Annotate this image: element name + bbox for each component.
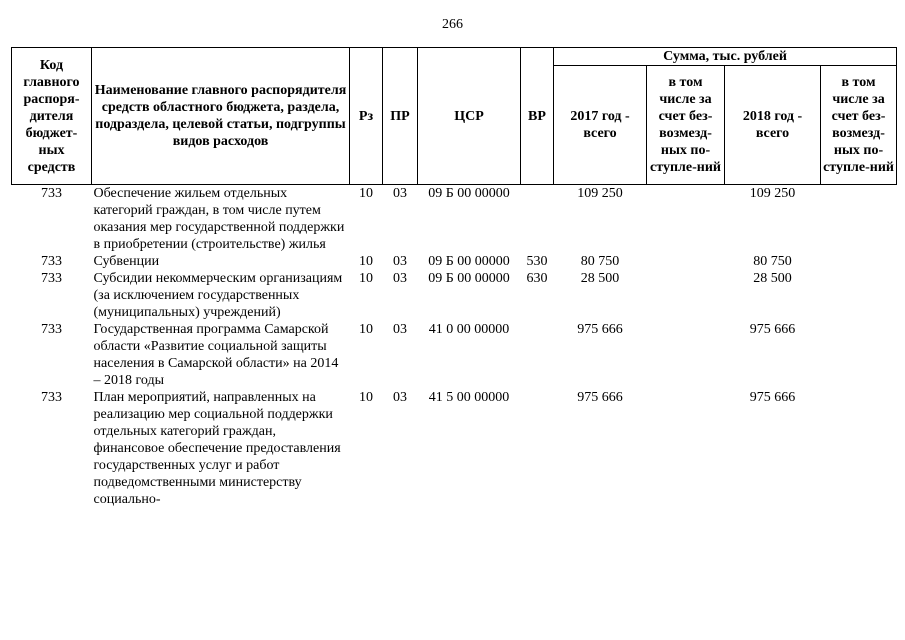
cell-name: Субвенции <box>93 254 160 269</box>
cell-csr: 09 Б 00 00000 <box>428 186 510 201</box>
cell-name: План мероприятий, направленных на реализацию мер социальной поддержки отдельных категорий граждан, финансовое обеспечение предоставления государственных услуг и работ подведомственными министерству социально- <box>93 390 341 507</box>
cell-pr: 03 <box>393 271 407 286</box>
cell-2018-total: 28 500 <box>753 271 792 286</box>
header-2018-free: в том числе за счет без-возмезд-ных по-ступле-ний <box>821 66 897 185</box>
cell-csr: 41 5 00 00000 <box>428 390 510 405</box>
cell-vr <box>521 321 554 389</box>
header-name: Наименование главного распорядителя средств областного бюджета, раздела, подраздела, целевой статьи, подгруппы видов расходов <box>92 48 350 185</box>
cell-code: 733 <box>41 322 62 337</box>
header-2017-free: в том числе за счет без-возмезд-ных по-ступле-ний <box>647 66 725 185</box>
page-number: 266 <box>442 17 463 32</box>
cell-2018-free <box>821 253 897 270</box>
cell-2017-total: 80 750 <box>580 254 620 269</box>
cell-code: 733 <box>41 254 62 269</box>
cell-2018-free <box>821 389 897 508</box>
cell-2018-total: 975 666 <box>749 322 796 337</box>
cell-vr <box>521 185 554 254</box>
cell-2018-free <box>821 185 897 254</box>
cell-csr: 41 0 00 00000 <box>428 322 510 337</box>
cell-2018-total: 975 666 <box>749 390 796 405</box>
table-row <box>12 389 897 508</box>
cell-2017-total: 975 666 <box>577 390 623 405</box>
cell-rz: 10 <box>359 254 373 269</box>
cell-2017-free <box>647 253 725 270</box>
cell-rz: 10 <box>359 271 373 286</box>
cell-2017-free <box>647 185 725 254</box>
cell-rz: 10 <box>359 186 373 201</box>
cell-vr <box>521 389 554 508</box>
table-row <box>12 185 897 254</box>
cell-pr: 03 <box>393 186 407 201</box>
cell-name: Субсидии некоммерческим организациям (за исключением государственных (муниципальных) учреждений) <box>93 271 343 320</box>
cell-code: 733 <box>41 390 62 405</box>
header-rz: Рз <box>350 48 383 185</box>
header-sum: Сумма, тыс. рублей <box>554 48 897 66</box>
cell-vr: 630 <box>526 271 548 286</box>
header-2018-total: 2018 год - всего <box>725 66 821 185</box>
cell-2018-total: 80 750 <box>753 254 792 269</box>
table-row <box>12 321 897 389</box>
header-pr: ПР <box>383 48 418 185</box>
cell-rz: 10 <box>359 390 373 405</box>
header-csr: ЦСР <box>418 48 521 185</box>
cell-code: 733 <box>41 271 62 286</box>
cell-2017-total: 28 500 <box>580 271 620 286</box>
cell-2018-total: 109 250 <box>749 186 796 201</box>
header-code: Код главного распоря-дителя бюджет-ных средств <box>12 48 92 185</box>
cell-vr: 530 <box>526 254 548 269</box>
cell-pr: 03 <box>393 254 407 269</box>
cell-2017-free <box>647 321 725 389</box>
cell-code: 733 <box>41 186 62 201</box>
cell-rz: 10 <box>359 322 373 337</box>
budget-table <box>11 47 897 508</box>
cell-pr: 03 <box>393 390 407 405</box>
cell-csr: 09 Б 00 00000 <box>428 271 510 286</box>
cell-name: Обеспечение жильем отдельных категорий граждан, в том числе путем оказания мер государственной поддержки в приобретении (строительстве) жилья <box>93 186 345 252</box>
cell-2017-total: 109 250 <box>577 186 623 201</box>
cell-2017-total: 975 666 <box>577 322 623 337</box>
table-row <box>12 253 897 270</box>
cell-name: Государственная программа Самарской области «Развитие социальной защиты населения в Самарской области» на 2014 – 2018 годы <box>93 322 339 388</box>
cell-2017-free <box>647 389 725 508</box>
cell-2017-free <box>647 270 725 321</box>
cell-2018-free <box>821 321 897 389</box>
cell-pr: 03 <box>393 322 407 337</box>
header-vr: ВР <box>521 48 554 185</box>
table-row <box>12 270 897 321</box>
cell-csr: 09 Б 00 00000 <box>428 254 510 269</box>
header-2017-total: 2017 год - всего <box>554 66 647 185</box>
cell-2018-free <box>821 270 897 321</box>
